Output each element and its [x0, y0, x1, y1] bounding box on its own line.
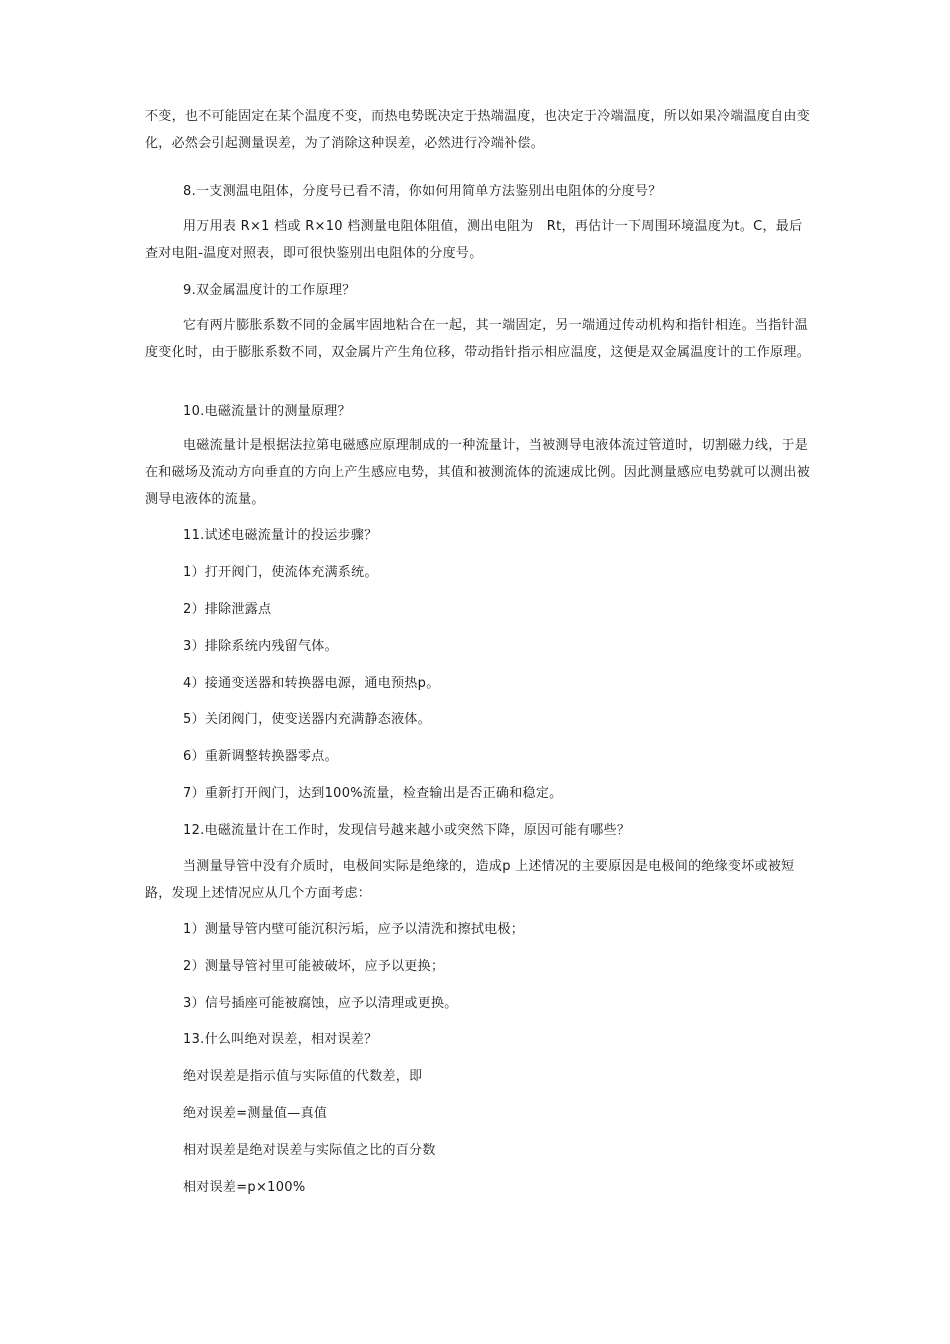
question-8-heading: 8.一支测温电阻体，分度号已看不清，你如何用简单方法鉴别出电阻体的分度号？	[183, 184, 662, 199]
relative-error-formula: 相对误差=p×100%	[183, 1180, 306, 1195]
cause-2-item: 2）测量导管衬里可能被破坏，应予以更换；	[183, 959, 445, 974]
paragraph-cold-junction-continued: 不变，也不可能固定在某个温度不变，而热电势既决定于热端温度，也决定于冷端温度，所以如果冷端温度自由变化，必然会引起测量误差，为了消除这种误差，必然进行冷端补偿。	[145, 109, 811, 151]
step-5-item: 5）关闭阀门，使变送器内充满静态液体。	[183, 712, 431, 727]
step-1-item: 1）打开阀门，使流体充满系统。	[183, 565, 378, 580]
cause-3-item: 3）信号插座可能被腐蚀，应予以清理或更换。	[183, 996, 458, 1011]
cause-1-item: 1）测量导管内壁可能沉积污垢，应予以清洗和擦拭电极；	[183, 922, 525, 937]
answer-12-paragraph: 当测量导管中没有介质时，电极间实际是绝缘的，造成p 上述情况的主要原因是电极间的绝缘变坏或被短路，发现上述情况应从几个方面考虑：	[145, 859, 795, 901]
step-4-item: 4）接通变送器和转换器电源，通电预热p。	[183, 676, 440, 691]
step-6-item: 6）重新调整转换器零点。	[183, 749, 338, 764]
absolute-error-formula: 绝对误差=测量值—真值	[183, 1106, 328, 1121]
absolute-error-definition: 绝对误差是指示值与实际值的代数差，即	[183, 1069, 423, 1084]
answer-9-paragraph: 它有两片膨胀系数不同的金属牢固地粘合在一起，其一端固定，另一端通过传动机构和指针相连。当指针温度变化时，由于膨胀系数不同，双金属片产生角位移，带动指针指示相应温度，这便是双金属温度计的工作原理。	[145, 318, 811, 360]
step-3-item: 3）排除系统内残留气体。	[183, 639, 338, 654]
question-10-heading: 10.电磁流量计的测量原理？	[183, 404, 351, 419]
step-2-item: 2）排除泄露点	[183, 602, 272, 617]
question-11-heading: 11.试述电磁流量计的投运步骤？	[183, 528, 378, 543]
answer-8-paragraph: 用万用表 R×1 档或 R×10 档测量电阻体阻值，测出电阻为 Rt，再估计一下周围环境温度为t。C，最后查对电阻-温度对照表，即可很快鉴别出电阻体的分度号。	[145, 219, 803, 261]
question-12-heading: 12.电磁流量计在工作时，发现信号越来越小或突然下降，原因可能有哪些？	[183, 823, 631, 838]
question-13-heading: 13.什么叫绝对误差，相对误差？	[183, 1032, 378, 1047]
relative-error-definition: 相对误差是绝对误差与实际值之比的百分数	[183, 1143, 436, 1158]
step-7-item: 7）重新打开阀门，达到100%流量，检查输出是否正确和稳定。	[183, 786, 563, 801]
question-9-heading: 9.双金属温度计的工作原理？	[183, 283, 356, 298]
answer-10-paragraph: 电磁流量计是根据法拉第电磁感应原理制成的一种流量计，当被测导电液体流过管道时，切割磁力线，于是在和磁场及流动方向垂直的方向上产生感应电势，其值和被测流体的流速成比例。因此测量感应电势就可以测出被测导电液体的流量。	[145, 438, 811, 507]
